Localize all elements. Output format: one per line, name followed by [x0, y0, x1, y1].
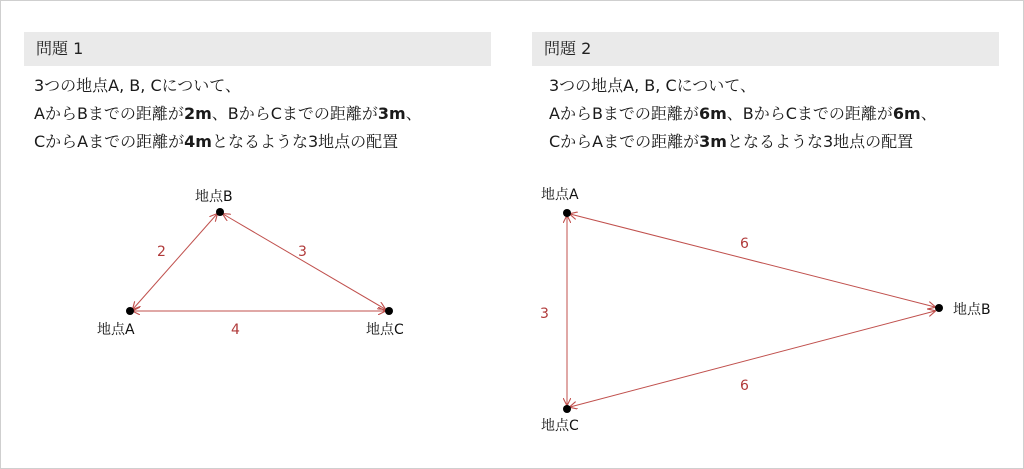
edge-ab: [133, 214, 217, 309]
point-b-dot: [216, 208, 224, 216]
text-run: 、: [405, 104, 422, 123]
text-run: となるような3地点の配置: [211, 132, 399, 151]
point-c-label: 地点C: [366, 322, 404, 338]
point-b-dot: [935, 304, 943, 312]
edge-bc: [223, 214, 385, 309]
point-c-dot: [563, 405, 571, 413]
text-run: 、: [920, 104, 937, 123]
distance-ca-label: 3: [540, 306, 549, 322]
text-run: となるような3地点の配置: [726, 132, 914, 151]
point-b-label: 地点B: [195, 189, 233, 205]
text-run: AからBまでの距離が: [34, 104, 184, 123]
text-run: 、BからCまでの距離が: [211, 104, 378, 123]
text-run: 3つの地点A, B, Cについて、: [34, 76, 241, 95]
problem-1-diagram: [97, 188, 404, 338]
text-run: 、BからCまでの距離が: [726, 104, 893, 123]
point-a-label: 地点A: [97, 322, 135, 338]
distance-bc-value: 6m: [892, 104, 921, 123]
distance-ca-value: 3m: [699, 132, 727, 151]
text-run: AからBまでの距離が: [549, 104, 699, 123]
point-b-label: 地点B: [953, 302, 991, 318]
point-a-label: 地点A: [541, 187, 579, 203]
distance-ab-value: 2m: [183, 104, 212, 123]
text-run: 3つの地点A, B, Cについて、: [549, 76, 756, 95]
distance-ca-label: 4: [231, 322, 240, 338]
problem-2-title: 問題 2: [532, 32, 999, 66]
edge-bc: [570, 311, 935, 407]
distance-ab-label: 6: [740, 236, 749, 252]
distance-bc-label: 6: [740, 378, 749, 394]
distance-bc-label: 3: [298, 244, 307, 260]
point-a-dot: [126, 307, 134, 315]
distance-ab-label: 2: [157, 244, 166, 260]
distance-bc-value: 3m: [377, 104, 406, 123]
edge-ab: [570, 214, 935, 307]
problem-1-title: 問題 1: [24, 32, 491, 66]
point-c-dot: [385, 307, 393, 315]
text-run: CからAまでの距離が: [549, 132, 700, 151]
problem-2-diagram: [540, 186, 991, 434]
distance-ca-value: 4m: [184, 132, 212, 151]
point-a-dot: [563, 209, 571, 217]
text-run: CからAまでの距離が: [34, 132, 185, 151]
point-c-label: 地点C: [541, 418, 579, 434]
distance-ab-value: 6m: [698, 104, 727, 123]
